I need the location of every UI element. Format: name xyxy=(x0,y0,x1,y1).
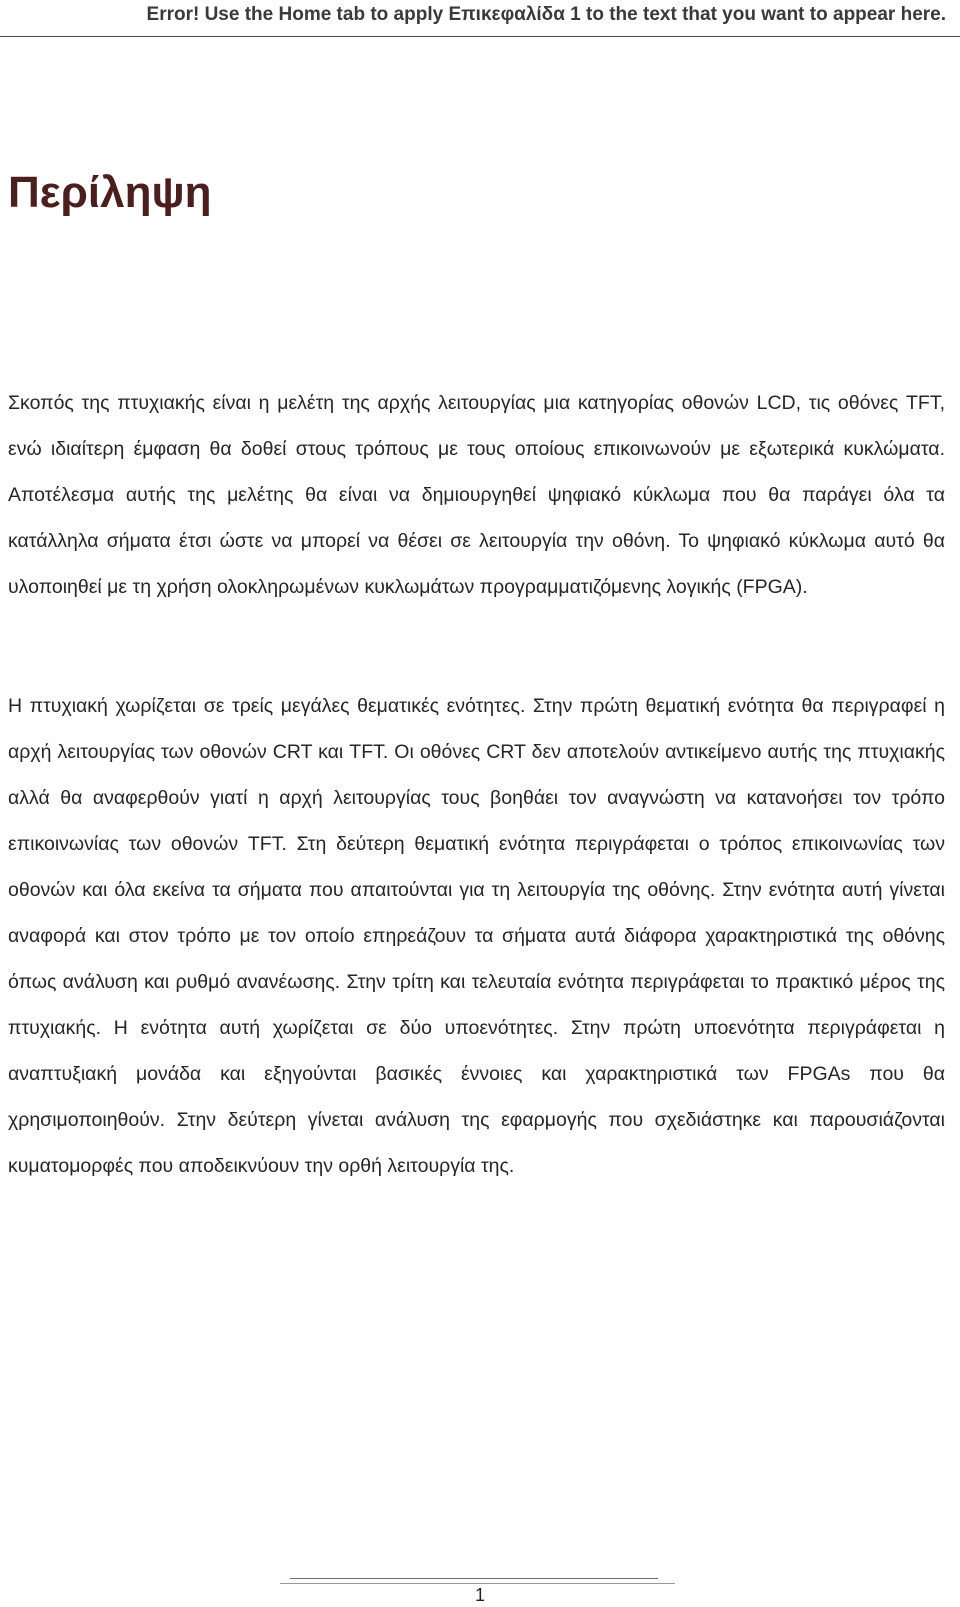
footer-rule-top xyxy=(290,1578,658,1579)
page-number: 1 xyxy=(474,1585,485,1605)
page-title: Περίληψη xyxy=(8,168,212,217)
running-header xyxy=(0,0,960,40)
abstract-paragraph-2: Η πτυχιακή χωρίζεται σε τρείς μεγάλες θεματικές ενότητες. Στην πρώτη θεματική ενότητα θα περιγραφεί η αρχή λειτουργίας των οθονών CRT και TFT. Οι οθόνες CRT δεν αποτελούν αντικείμενο αυτής της πτυχιακής αλλά θα αναφερθούν γιατί η αρχή λειτουργίας τους βοηθάει τον αναγνώστη να κατανοήσει τον τρόπο επικοινωνίας των οθονών TFT. Στη δεύτερη θεματική ενότητα περιγράφεται ο τρόπος επικοινωνίας των οθονών και όλα εκείνα τα σήματα που απαιτούνται για τη λειτουργία της οθόνης. Στην ενότητα αυτή γίνεται αναφορά και στον τρόπο με τον οποίο επηρεάζουν τα σήματα αυτά διάφορα χαρακτηριστικά της οθόνης όπως ανάλυση και ρυθμό ανανέωσης. Στην τρίτη και τελευταία ενότητα περιγράφεται το πρακτικό μέρος της πτυχιακής. Η ενότητα αυτή χωρίζεται σε δύο υποενότητες. Στην πρώτη υποενότητα περιγράφεται η αναπτυξιακή μονάδα και εξηγούνται βασικές έννοιες και χαρακτηριστικά των FPGAs που θα χρησιμοποιηθούν. Στην δεύτερη γίνεται ανάλυση της εφαρμογής που σχεδιάστηκε και παρουσιάζονται κυματομορφές που αποδεικνύουν την ορθή λειτουργία της. xyxy=(8,695,945,1177)
header-error-line: Error! Use the Home tab to apply Επικεφαλίδα 1 to the text that you want to appear here. xyxy=(146,4,946,25)
header-error-text xyxy=(147,0,946,29)
header-rule xyxy=(0,36,960,37)
footer-rule-bottom xyxy=(280,1583,675,1584)
abstract-paragraph-1: Σκοπός της πτυχιακής είναι η μελέτη της αρχής λειτουργίας μια κατηγορίας οθονών LCD, τις οθόνες TFT, ενώ ιδιαίτερη έμφαση θα δοθεί στους τρόπους με τους οποίους επικοινωνούν με εξωτερικά κυκλώματα. Αποτέλεσμα αυτής της μελέτης θα είναι να δημιουργηθεί ψηφιακό κύκλωμα που θα παράγει όλα τα κατάλληλα σήματα έτσι ώστε να μπορεί να θέσει σε λειτουργία την οθόνη. Το ψηφιακό κύκλωμα αυτό θα υλοποιηθεί με τη χρήση ολοκληρωμένων κυκλωμάτων προγραμματιζόμενης λογικής (FPGA). xyxy=(8,392,945,598)
